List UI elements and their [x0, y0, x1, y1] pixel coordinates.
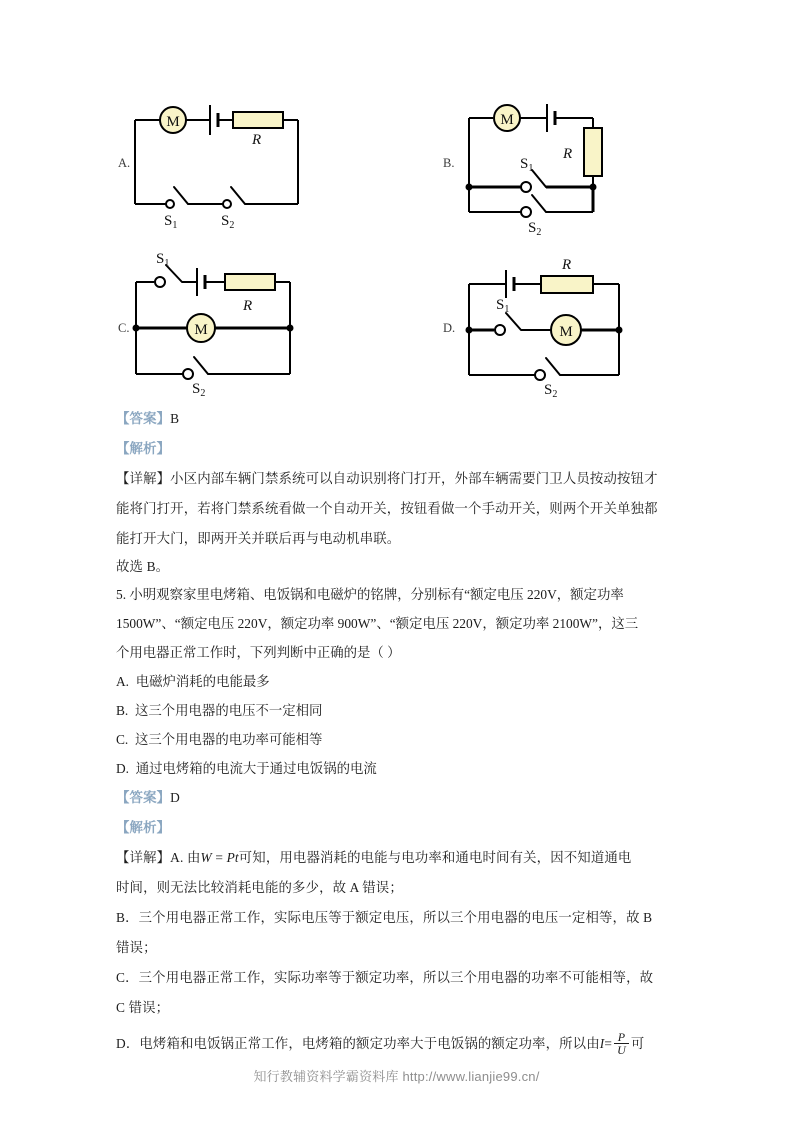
- q5-detail-line-a1: [116, 843, 682, 873]
- circuit-diagram-c: [130, 251, 305, 399]
- q5-detail-line-b1: B．三个用电器正常工作，实际电压等于额定电压，所以三个用电器的电压一定相等，故 B: [116, 910, 653, 925]
- solution-text-body: [116, 404, 682, 1065]
- q5-stem-text-1: 小明观察家里电烤箱、电饭锅和电磁炉的铭牌，分别标有“额定电压 220V，额定功率: [129, 587, 624, 602]
- switch2-label-b: $S_2$: [528, 220, 542, 238]
- q5-detail-line-c2: C 错误；: [116, 1000, 170, 1015]
- q5-analysis-line: [116, 813, 682, 843]
- circuit-diagram-d: [463, 252, 633, 400]
- q5-optionD-text: 电烤箱和电饭锅正常工作，电烤箱的额定功率大于电饭锅的额定功率，所以由: [139, 1036, 600, 1051]
- circuit-diagram-b: [463, 92, 628, 238]
- q5-option-c[interactable]: [116, 725, 682, 754]
- q5-number: 5.: [116, 587, 127, 602]
- q5-detail-line-a2: 时间，则无法比较消耗电能的多少，故 A 错误；: [116, 880, 403, 895]
- resistor-label-a: R: [252, 132, 262, 148]
- q4-detail-line-2: 能将门打开，若将门禁系统看做一个自动开关，按钮看做一个手动开关，则两个开关单独都: [116, 501, 658, 516]
- switch1-label-b: $S_1$: [520, 156, 534, 174]
- motor-label-d: M: [559, 324, 573, 340]
- switch1-label-a: $S_1$: [164, 213, 178, 231]
- option-letter-d: D.: [443, 321, 456, 335]
- switch1-label-d: $S_1$: [496, 297, 510, 315]
- q4-answer-line: [116, 404, 682, 434]
- q5-optionA-after: 可知，用电器消耗的电能与电功率和通电时间有关，因不知道通电: [238, 850, 632, 865]
- option-letter-a: A.: [118, 156, 131, 170]
- q5-option-a[interactable]: [116, 667, 682, 696]
- q5-detail-line-c1: C．三个用电器正常工作，实际功率等于额定功率，所以三个用电器的功率不可能相等，故: [116, 970, 654, 985]
- q5-option-d-label: D.: [116, 761, 130, 776]
- formula-pt: Pt: [226, 850, 239, 865]
- circuit-b-svg: [463, 92, 628, 238]
- q5-stem-line-2: 1500W”、“额定电压 220V，额定功率 900W”、“额定电压 220V，额定功率 2100W”，这三: [116, 616, 639, 631]
- q5-analysis-tag: 【解析】: [116, 820, 171, 835]
- q5-stem-line-1: [116, 580, 682, 609]
- footer-watermark: 知行教辅资料学霸资料库 http://www.lianjie99.cn/: [253, 1069, 540, 1084]
- q5-option-b[interactable]: [116, 696, 682, 725]
- circuit-figure-group: [0, 74, 793, 404]
- q5-optionD-tail: 可: [630, 1036, 645, 1051]
- q5-option-b-label: B.: [116, 703, 129, 718]
- q4-analysis-line: [116, 434, 682, 464]
- resistor-label-b: R: [563, 146, 573, 162]
- formula-fraction-p-over-u: [614, 1031, 629, 1057]
- circuit-diagram-a: [130, 92, 305, 231]
- q5-option-b-text: 这三个用电器的电压不一定相同: [134, 703, 323, 718]
- q5-detail-tag: 【详解】: [116, 850, 171, 865]
- q5-option-d-text: 通过电烤箱的电流大于通过电饭锅的电流: [135, 761, 377, 776]
- q4-detail-tag: 【详解】: [116, 471, 171, 486]
- switch2-label-c: $S_2$: [192, 381, 206, 399]
- formula-denominator-u: U: [617, 1043, 626, 1058]
- circuit-c-svg: [130, 251, 305, 399]
- q4-detail-text-1: 小区内部车辆门禁系统可以自动识别将门打开，外部车辆需要门卫人员按动按钮才: [170, 471, 658, 486]
- switch2-label-a: $S_2$: [221, 213, 235, 231]
- q5-option-c-text: 这三个用电器的电功率可能相等: [134, 732, 323, 747]
- q4-detail-line-3: 能打开大门，即两开关并联后再与电动机串联。: [116, 531, 401, 546]
- q5-detail-line-b2: 错误；: [116, 940, 157, 955]
- motor-label-c: M: [194, 322, 208, 338]
- q5-option-c-label: C.: [116, 732, 129, 747]
- resistor-label-c: R: [243, 298, 253, 314]
- motor-label-a: M: [166, 114, 180, 130]
- motor-label-b: M: [500, 112, 514, 128]
- formula-w: W: [200, 850, 212, 865]
- q5-detail-line-d1: [116, 1023, 682, 1065]
- formula-i: I: [599, 1036, 605, 1051]
- q5-optionA-prefix: A.: [170, 850, 184, 865]
- option-letter-b: B.: [443, 156, 455, 170]
- switch2-label-d: $S_2$: [544, 382, 558, 400]
- circuit-d-svg: [463, 252, 633, 400]
- switch1-label-c: $S_1$: [156, 251, 170, 269]
- q5-optionD-prefix: D．: [116, 1036, 140, 1051]
- q5-option-a-text: 电磁炉消耗的电能最多: [135, 674, 270, 689]
- q5-option-a-label: A.: [116, 674, 130, 689]
- q4-answer-value: B: [170, 411, 180, 426]
- q5-answer-line: [116, 783, 682, 813]
- resistor-label-d: R: [562, 257, 572, 273]
- option-letter-c: C.: [118, 321, 130, 335]
- circuit-a-svg: [130, 92, 305, 231]
- q5-option-d[interactable]: [116, 754, 682, 783]
- formula-eq: =: [215, 850, 224, 865]
- q5-optionA-before: 由: [187, 850, 201, 865]
- q5-stem-line-3: 个用电器正常工作时，下列判断中正确的是（ ）: [116, 645, 401, 660]
- formula-eq-2: =: [604, 1036, 613, 1051]
- q5-answer-tag: 【答案】: [116, 790, 171, 805]
- q4-conclusion: 故选 B。: [116, 559, 170, 574]
- formula-numerator-p: P: [614, 1031, 629, 1045]
- q4-detail-line-1: [116, 464, 682, 494]
- q4-analysis-tag: 【解析】: [116, 441, 171, 456]
- q4-answer-tag: 【答案】: [116, 411, 171, 426]
- q5-answer-value: D: [170, 790, 180, 805]
